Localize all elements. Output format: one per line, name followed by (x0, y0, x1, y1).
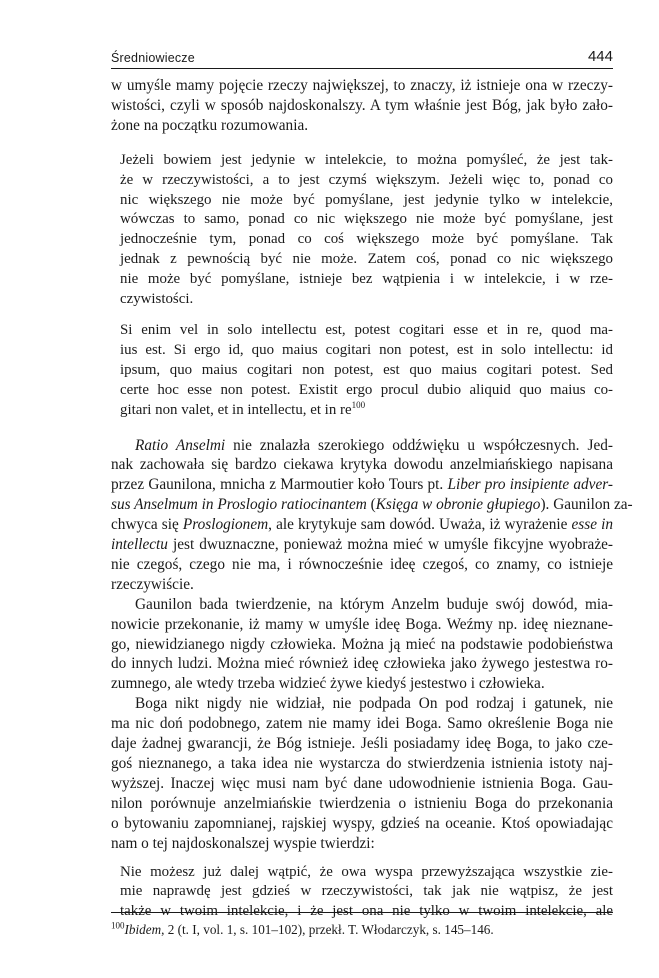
block-quote-island (120, 863, 613, 923)
quote-line: ius est. Si ergo id, quo maius cogitari non potest, est in solo intellectu: id (120, 341, 613, 358)
text-line: wyższej. Inaczej więc musi nam być dane udowodnienie istnienia Boga. Gau- (111, 774, 613, 792)
text-line: sus Anselmum in Proslogio ratiocinantem (Księga w obronie głupiego). Gaunilon za- (111, 496, 633, 514)
text-line: o bytowaniu zapomnianej, rajskiej wyspy, gdzieś na oceanie. Ktoś opowiadając (111, 814, 613, 832)
quote-line: mie naprawdę jest gdzieś w rzeczywistości, tak jak nie wątpisz, że jest (120, 883, 613, 900)
quote-line: jednak z pewnością być nie może. Zatem coś, ponad co nic większego (120, 251, 613, 268)
text-line: go, niewidzianego nigdy człowieka. Można ją mieć na podstawie podobieństwa (111, 635, 613, 653)
quote-line: także w twoim intelekcie, i że jest ona nie tylko w twoim intelekcie, ale (120, 903, 613, 920)
quote-line: nic większego nie może być pomyślane, jest jedynie tylko w intelekcie, (120, 191, 613, 208)
text-line: ma nic doń podobnego, zatem nie mamy idei Boga. Samo określenie Boga nie (111, 715, 613, 733)
quote-line: certe hoc esse non potest. Existit ergo procul dubio aliquid quo maius co- (120, 381, 613, 398)
block-quote-latin (120, 321, 613, 421)
section-title: Średniowiecze (111, 51, 195, 65)
text-line: rzeczywiście. (111, 575, 194, 593)
page-body (111, 76, 633, 922)
text-line: w umyśle mamy pojęcie rzeczy największej, to znaczy, iż istnieje ona w rzeczy- (111, 77, 613, 94)
quote-line: że w rzeczywistości, a to jest czymś większym. Jeżeli więc to, ponad co (120, 171, 613, 188)
footnote-rule (111, 912, 613, 913)
text-line: daje żadnej gwarancji, że Bóg istnieje. Jeśli posiadamy ideę Boga, to jako cze- (111, 735, 613, 753)
quote-line: ipsum, quo maius cogitari non potest, est quo maius cogitari potest. Sed (120, 361, 613, 378)
quote-line: Nie możesz już dalej wątpić, że owa wyspa przewyższająca wszystkie zie- (120, 863, 613, 880)
footnote-reference[interactable]: 100 (351, 399, 366, 410)
text-line: przez Gaunilona, mnicha z Marmoutier koło Tours pt. Liber pro insipiente adver- (111, 476, 613, 494)
quote-line: Jeżeli bowiem jest jedynie w intelekcie, to można pomyśleć, że jest tak- (120, 151, 613, 168)
block-quote-polish (120, 151, 613, 310)
header-rule (111, 68, 613, 69)
footnote (111, 921, 613, 938)
footnote-number: 100 (111, 920, 125, 931)
text-line: nam o tej najdoskonalszej wyspie twierdzi: (111, 834, 375, 852)
text-line: nie czegoś, czego nie ma, i równocześnie ideę czegoś, co znamy, co istnieje (111, 555, 613, 573)
text-line: chwyca się Proslogionem, ale krytykuje sam dowód. Uważa, iż wyrażenie esse in (111, 516, 613, 534)
quote-line: gitari non valet, et in intellectu, et in $re^{100}$ (120, 399, 366, 418)
text-line: Gaunilon bada twierdzenie, na którym Anzelm buduje swój dowód, mia- (135, 595, 613, 613)
quote-line: wówczas to samo, ponad co nic większego nie może być pomyślane, jest (120, 211, 613, 228)
quote-line: nie może być pomyślane, istnieje bez wątpienia i w intelekcie, i w rze- (120, 271, 613, 288)
footnote-text: , 2 (t. I, vol. 1, s. 101–102), przekł. T. Włodarczyk, s. 145–146. (161, 922, 494, 937)
text-line: Boga nikt nigdy nie widział, nie podpada On pod rodzaj i gatunek, nie (135, 695, 613, 713)
text-line: żone na początku rozumowania. (111, 116, 309, 134)
paragraph-idea-of-god (111, 595, 613, 695)
text-line: goś nieznanego, a taka idea nie wystarcza do stwierdzenia istnienia istoty naj- (111, 755, 613, 772)
text-line: nowicie przekonanie, iż mamy w umyśle ideę Boga. Weźmy np. ideę nieznane- (111, 615, 613, 633)
text-line: nilon porównuje anzelmiańskie twierdzenia o istnieniu Boga do przekonania (111, 794, 613, 812)
running-header (111, 48, 613, 70)
paragraph-continuation (111, 76, 613, 136)
text-line: zumnego, ale wtedy trzeba widzieć żywe kiedyś jestestwo i człowieka. (111, 675, 545, 693)
paragraph-island (111, 694, 613, 853)
page-number: 444 (587, 48, 613, 65)
footnote-source-title: Ibidem (124, 922, 162, 937)
quote-line: jednocześnie tym, ponad co coś większego może być pomyślane. Tak (120, 231, 613, 248)
quote-line: czywistości. (120, 291, 194, 308)
text-line: nak zachowała się bardzo ciekawa krytyka dowodu anzelmiańskiego napisana (111, 456, 613, 474)
text-line: Ratio Anselmi nie znalazła szerokiego oddźwięku u współczesnych. Jed- (135, 436, 613, 454)
paragraph-gaunilo-critique (111, 436, 633, 595)
text-line: wistości, czyli w sposób najdoskonalszy. A tym właśnie jest Bóg, jak było zało- (111, 96, 613, 114)
text-line: do innych ludzi. Można mieć również ideę człowieka jako żywego jestestwa ro- (111, 655, 613, 673)
text-line: intellectu jest dwuznaczne, ponieważ można mieć w umyśle fikcyjne wyobraże- (111, 536, 613, 554)
quote-line: Si enim vel in solo intellectu est, potest cogitari esse et in re, quod ma- (120, 321, 613, 338)
